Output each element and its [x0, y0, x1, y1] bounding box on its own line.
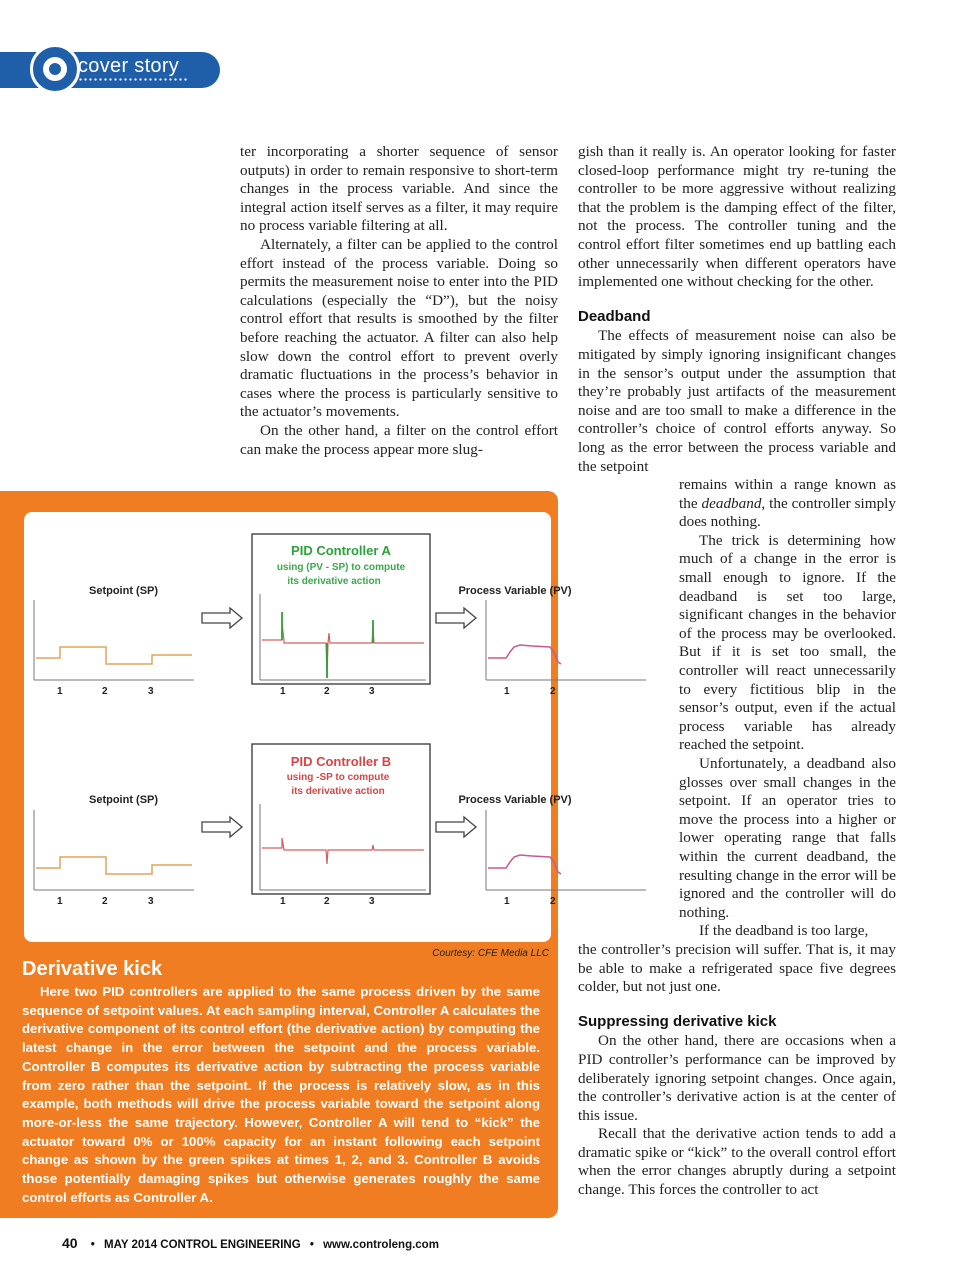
section-label: cover story — [78, 55, 180, 77]
controller-a-title: PID Controller A — [291, 543, 391, 558]
tick-label: 1 — [280, 686, 286, 697]
tick-label: 2 — [324, 686, 330, 697]
section-label-underline — [78, 78, 188, 81]
setpoint-label: Setpoint (SP) — [89, 585, 159, 597]
tick-label: 3 — [369, 896, 375, 907]
controller-b-box — [252, 744, 430, 907]
tick-label: 2 — [102, 896, 108, 907]
paragraph: Unfortunately, a deadband also glosses over small changes in the setpoint. If an operator tries to move the process into a higher or lower operating range that falls within the current deadband, the resulting change in the error will be ignored and the controller will do nothing. — [679, 755, 896, 921]
controller-b-subtitle: its derivative action — [291, 786, 385, 797]
controller-b-title: PID Controller B — [290, 754, 392, 769]
paragraph: The trick is determining how much of a change in the error is small enough to ignore. If the deadband is set too large, significant changes in the behavior of the process may be overlooked. But if it is set too small, the controller will react unnecessarily to every fictitious blip in the sensor’s output, even if the actual process variable has already reached the setpoint. — [679, 531, 896, 754]
tick-label: 1 — [57, 686, 63, 697]
controller-a-subtitle: its derivative action — [287, 576, 381, 587]
tick-label: 1 — [57, 896, 63, 907]
tick-label: 3 — [369, 686, 375, 697]
tick-label: 3 — [148, 686, 154, 697]
page-footer — [62, 1235, 439, 1251]
arrow-right-icon — [202, 817, 242, 837]
tick-label: 2 — [550, 686, 556, 697]
paragraph: The effects of measurement noise can also be mitigated by simply ignoring insignificant changes in the sensor’s output under the assumption that they’re probably just artifacts of the measurement noise and are too small to make a difference in the controller’s choice of control efforts anyway. So long as the error between the process variable and the setpoint — [578, 327, 896, 475]
tick-label: 2 — [550, 896, 556, 907]
page-number: 40 — [62, 1235, 78, 1251]
setpoint-label: Setpoint (SP) — [89, 794, 159, 806]
controller-a-subtitle: using (PV - SP) to compute — [276, 562, 406, 573]
tick-label: 2 — [324, 896, 330, 907]
paragraph: the controller’s precision will suffer. That is, it may be able to make a refrigerated space five degrees colder, but not just one. — [578, 940, 896, 996]
wrapped-text-block — [679, 476, 896, 941]
separator: • — [90, 1239, 95, 1251]
issue-label: MAY 2014 CONTROL ENGINEERING — [104, 1239, 301, 1251]
figure-credit: Courtesy: CFE Media LLC — [432, 948, 549, 959]
paragraph: remains within a range known as the deadband, the controller simply does nothing. — [679, 476, 896, 531]
controller-b-subtitle: using -SP to compute — [286, 772, 390, 783]
tick-label: 1 — [280, 896, 286, 907]
derivative-kick-diagram — [24, 512, 572, 942]
term-deadband: deadband — [701, 494, 762, 512]
arrow-right-icon — [436, 817, 476, 837]
tick-label: 1 — [504, 896, 510, 907]
setpoint-plot-b — [34, 810, 194, 907]
caption-title: Derivative kick — [22, 958, 163, 980]
control-engineering-logo-icon — [30, 44, 80, 94]
paragraph: If the deadband is too large, — [699, 922, 869, 940]
arrow-right-icon — [436, 608, 476, 628]
section-heading-suppressing-kick: Suppressing derivative kick — [578, 1012, 777, 1030]
section-heading-deadband: Deadband — [578, 307, 651, 325]
paragraph: Recall that the derivative action tends to add a dramatic spike or “kick” to the overall control effort when the error changes abruptly during a setpoint change. This forces the controller to act — [578, 1125, 896, 1199]
paragraph: On the other hand, there are occasions when a PID controller’s performance can be improved by deliberately ignoring setpoint changes. Once again, the controller’s derivative action is at the center of this issue. — [578, 1032, 896, 1124]
process-variable-label: Process Variable (PV) — [458, 585, 572, 597]
setpoint-plot-a — [34, 600, 194, 697]
paragraph: On the other hand, a filter on the control effort can make the process appear more slug- — [240, 421, 558, 458]
article-column-1 — [240, 143, 558, 459]
caption-body — [22, 983, 540, 1207]
process-variable-label: Process Variable (PV) — [458, 794, 572, 806]
paragraph: gish than it really is. An operator looking for faster closed-loop performance might try re-tuning the controller to be more aggressive without realizing that the problem is the damping effect of the filter, not the process. The controller tuning and the control effort filter sometimes end up battling each other unnecessarily when different operators have implemented one without checking for the other. — [578, 143, 896, 291]
separator: • — [309, 1239, 314, 1251]
article-column-2 — [578, 143, 896, 1200]
paragraph: ter incorporating a shorter sequence of sensor outputs) in order to remain responsive to short-term changes in the process variable. And since the integral action itself serves as a filter, it may require no process variable filtering at all. — [240, 143, 558, 235]
website-url: www.controleng.com — [323, 1239, 439, 1251]
tick-label: 1 — [504, 686, 510, 697]
controller-a-box — [252, 534, 430, 697]
tick-label: 2 — [102, 686, 108, 697]
caption-paragraph: Here two PID controllers are applied to the same process driven by the same sequence of setpoint values. At each sampling interval, Controller A calculates the derivative component of its control effort (the derivative action) by computing the latest change in the error between the setpoint and the process variable. Controller B computes its derivative action by subtracting the process variable from zero rather than the setpoint. If the process is relatively slow, as in this example, both methods will drive the process variable toward the setpoint along more-or-less the same trajectory. However, Controller A will tend to “kick” the actuator toward 0% or 100% capacity for an instant following each setpoint change as shown by the green spikes at times 1, 2, and 3. Controller B avoids those potentially damaging spikes but otherwise generates roughly the same control efforts as Controller A. — [22, 984, 540, 1205]
arrow-right-icon — [202, 608, 242, 628]
tick-label: 3 — [148, 896, 154, 907]
paragraph: Alternately, a filter can be applied to the control effort instead of the process variable. Doing so permits the measurement noise to enter into the PID calculations (especially the “D”), but the noisy control effort that results is smoothed by the filter before reaching the actuator. A filter can also help slow down the control effort to prevent overly dramatic fluctuations in the process’s behavior in cases where the process is particularly sensitive to the actuator’s movements. — [240, 235, 558, 421]
